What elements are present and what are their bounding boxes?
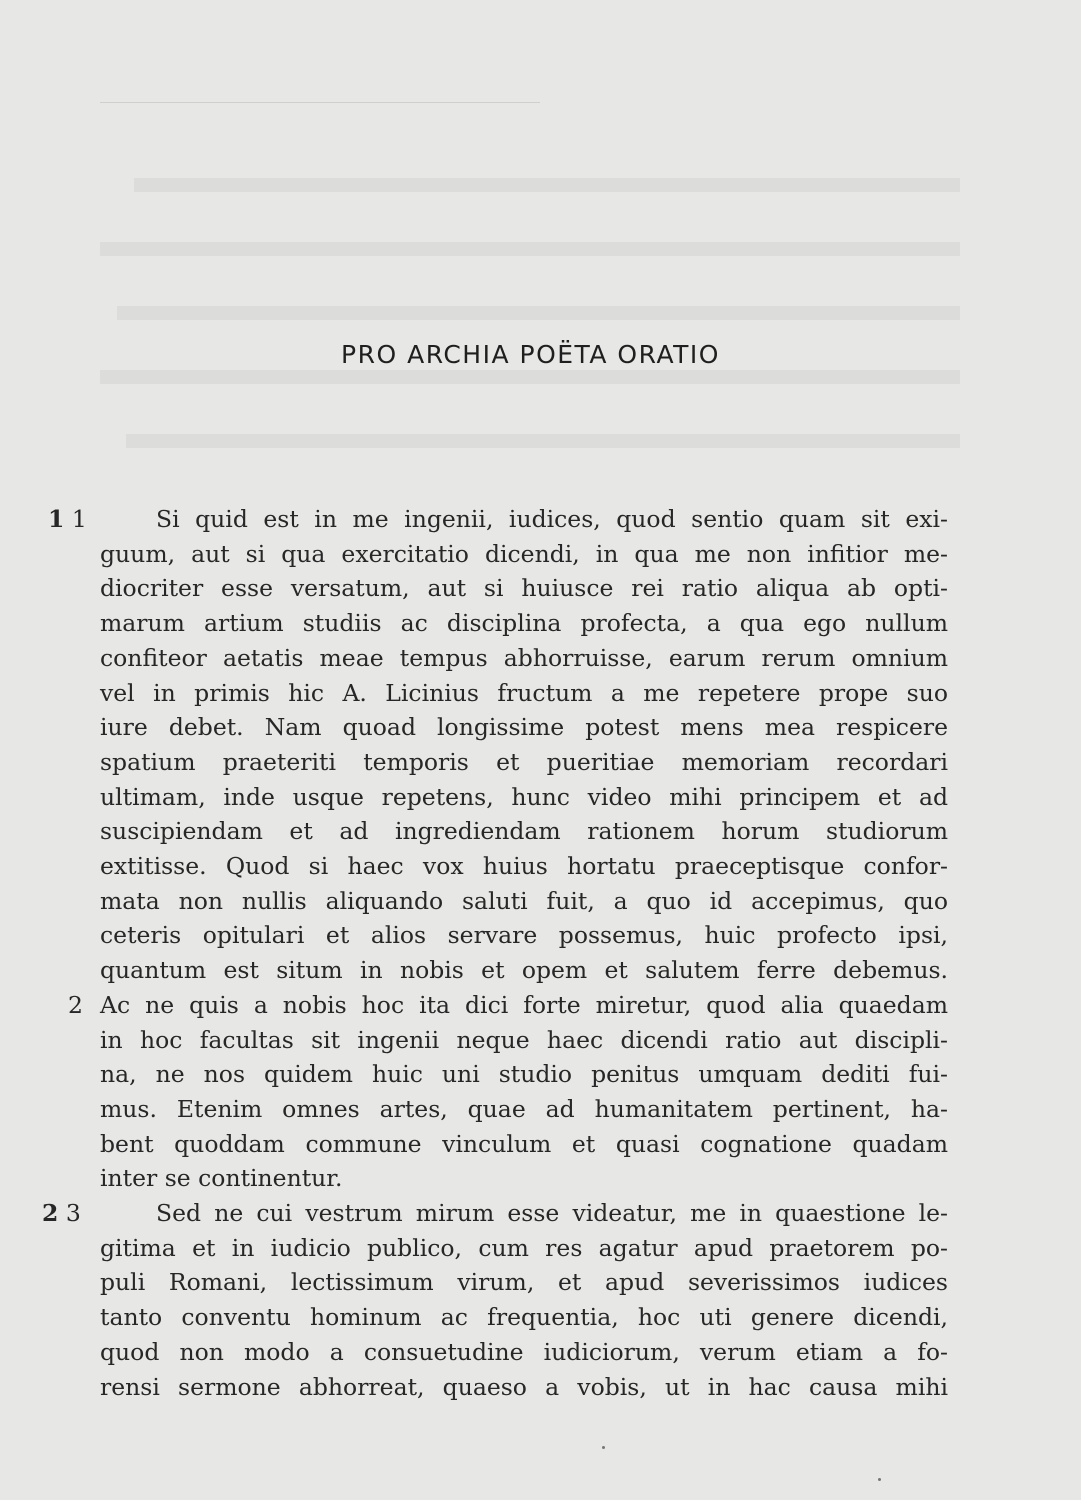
chapter-number: 1 bbox=[48, 505, 65, 533]
paragraph-number: 2 bbox=[68, 991, 83, 1019]
text-line: mus. Etenim omnes artes, quae ad humanitatem pertinent, ha- bbox=[100, 1094, 948, 1123]
text-line: diocriter esse versatum, aut si huiusce rei ratio aliqua ab opti- bbox=[100, 574, 948, 603]
text-line: Sed ne cui vestrum mirum esse videatur, me in quaestione le- bbox=[156, 1199, 948, 1228]
text-line: vel in primis hic A. Licinius fructum a me repetere prope suo bbox=[100, 678, 948, 707]
text-line: ceteris opitulari et alios servare possemus, huic profecto ipsi, bbox=[100, 921, 948, 950]
text-line: gitima et in iudicio publico, cum res agatur apud praetorem po- bbox=[100, 1233, 948, 1262]
page-title: PRO ARCHIA POËTA ORATIO bbox=[341, 340, 720, 369]
paragraph-2 bbox=[100, 988, 948, 1196]
show-through-rule bbox=[100, 102, 540, 103]
text-line: Si quid est in me ingenii, iudices, quod sentio quam sit exi- bbox=[156, 505, 948, 533]
paragraph-3 bbox=[100, 1196, 948, 1404]
text-line: rensi sermone abhorreat, quaeso a vobis, ut in hac causa mihi bbox=[100, 1372, 948, 1401]
paragraph-number: 1 bbox=[71, 505, 87, 533]
text-line: guum, aut si qua exercitatio dicendi, in qua me non infitior me- bbox=[100, 539, 948, 568]
text-line: extitisse. Quod si haec vox huius hortatu praeceptisque confor- bbox=[100, 852, 948, 881]
text-line: bent quoddam commune vinculum et quasi cognatione quadam bbox=[100, 1129, 948, 1158]
margin-marker-3 bbox=[42, 1196, 81, 1231]
margin-marker-1 bbox=[48, 502, 87, 537]
text-line: in hoc facultas sit ingenii neque haec dicendi ratio aut discipli- bbox=[100, 1025, 948, 1054]
paragraph-number: 3 bbox=[65, 1199, 81, 1227]
text-line: confiteor aetatis meae tempus abhorruisse, earum rerum omnium bbox=[100, 643, 948, 672]
paper-speck bbox=[878, 1478, 881, 1481]
text-line: mata non nullis aliquando saluti fuit, a quo id accepimus, quo bbox=[100, 886, 948, 915]
text-line: ultimam, inde usque repetens, hunc video mihi principem et ad bbox=[100, 782, 948, 811]
margin-marker-2 bbox=[68, 988, 83, 1023]
text-line: inter se continentur. bbox=[100, 1164, 343, 1193]
text-line: marum artium studiis ac disciplina profecta, a qua ego nullum bbox=[100, 609, 948, 638]
text-line: quod non modo a consuetudine iudiciorum, verum etiam a fo- bbox=[100, 1337, 948, 1366]
text-line: spatium praeteriti temporis et pueritiae memoriam recordari bbox=[100, 747, 948, 776]
chapter-number: 2 bbox=[42, 1199, 59, 1227]
paper-speck bbox=[602, 1446, 605, 1449]
paragraph-1 bbox=[100, 502, 948, 988]
body-text bbox=[100, 502, 948, 1404]
text-line: puli Romani, lectissimum virum, et apud severissimos iudices bbox=[100, 1268, 948, 1297]
text-line: Ac ne quis a nobis hoc ita dici forte miretur, quod alia quaedam bbox=[100, 990, 948, 1019]
text-line: quantum est situm in nobis et opem et salutem ferre debemus. bbox=[100, 956, 948, 985]
text-line: tanto conventu hominum ac frequentia, hoc uti genere dicendi, bbox=[100, 1303, 948, 1332]
text-line: na, ne nos quidem huic uni studio penitus umquam dediti fui- bbox=[100, 1060, 948, 1089]
text-line: iure debet. Nam quoad longissime potest mens mea respicere bbox=[100, 713, 948, 742]
show-through-text bbox=[100, 140, 960, 464]
text-line: suscipiendam et ad ingrediendam rationem horum studiorum bbox=[100, 817, 948, 846]
